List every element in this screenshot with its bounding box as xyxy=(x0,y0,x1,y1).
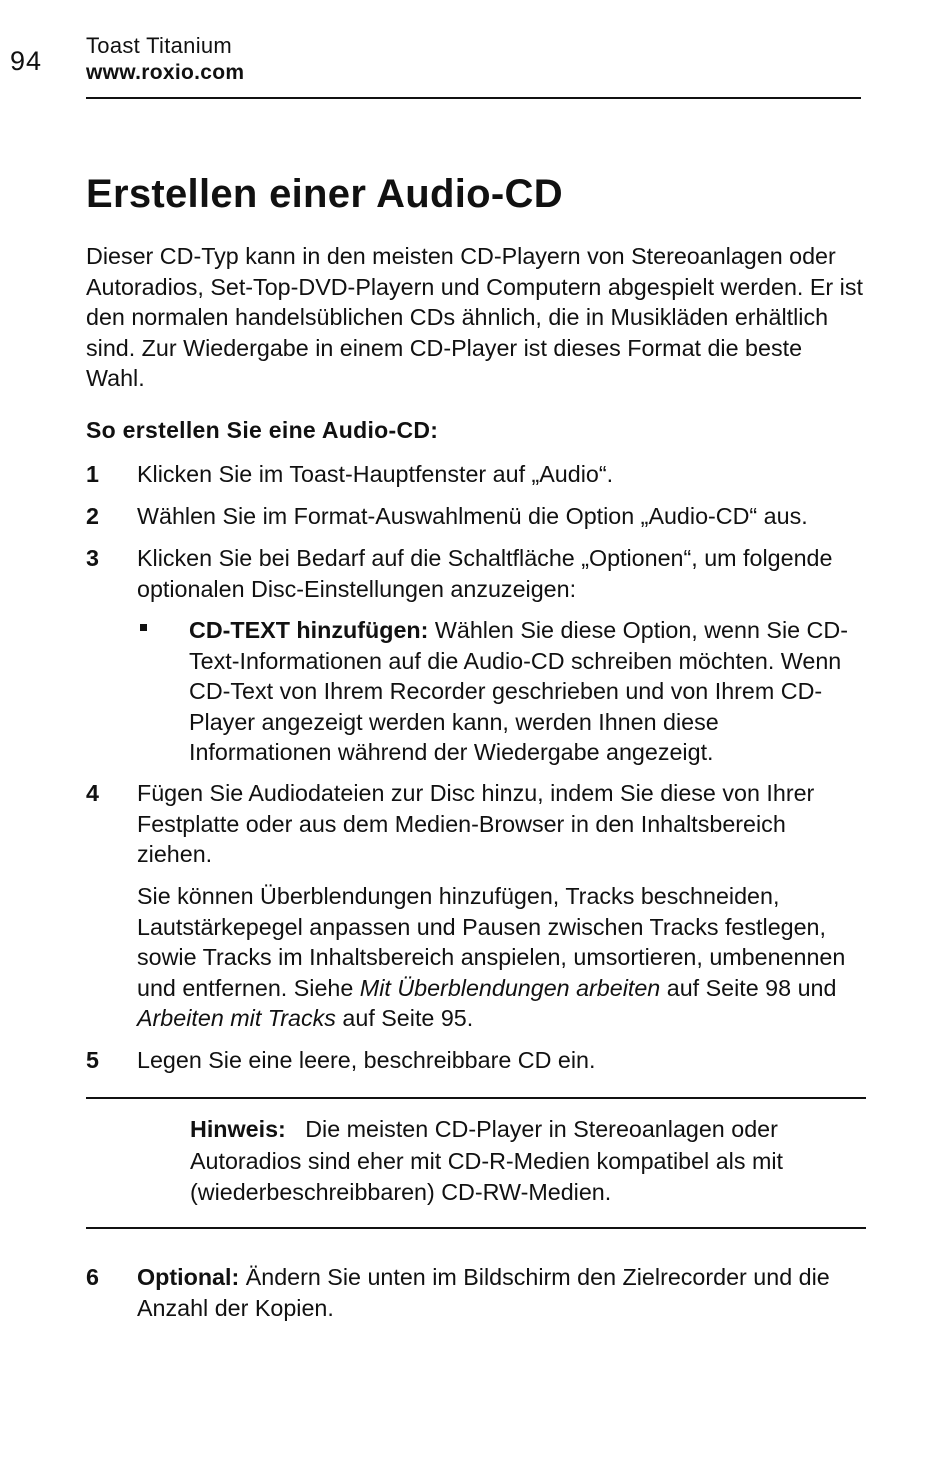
note-box xyxy=(190,1114,866,1209)
intro-paragraph: Dieser CD-Typ kann in den meisten CD-Playern von Stereoanlagen oder Autoradios, Set-Top-DVD-Playern und Computern abgespielt werden. Er ist den normalen handelsüblichen CDs ähnlich, die in Musikläden erhältlich sind. Zur Wiedergabe in einem CD-Player ist dieses Format die beste Wahl. xyxy=(86,243,863,391)
step-text: Fügen Sie Audiodateien zur Disc hinzu, indem Sie diese von Ihrer Festplatte oder aus dem Medien-Browser in den Inhaltsbereich ziehen. xyxy=(137,780,815,867)
step-number: 5 xyxy=(86,1047,99,1073)
step-number: 2 xyxy=(86,503,99,529)
step-text: Klicken Sie bei Bedarf auf die Schaltfläche „Optionen“, um folgende optionalen Disc-Einstellungen anzuzeigen: xyxy=(137,545,833,602)
step-4-extra-text xyxy=(137,881,865,1034)
page-number: 94 xyxy=(10,46,43,76)
note-label: Hinweis: xyxy=(190,1116,286,1142)
header-divider xyxy=(86,97,861,99)
step-number: 6 xyxy=(86,1264,99,1290)
note-bottom-divider xyxy=(86,1227,866,1229)
extra-text-part: auf Seite 98 und xyxy=(660,974,837,1001)
step-body: Ändern Sie unten im Bildschirm den Zielrecorder und die Anzahl der Kopien. xyxy=(137,1264,830,1321)
step-lead: Optional: xyxy=(137,1264,240,1290)
steps-heading: So erstellen Sie eine Audio-CD: xyxy=(86,417,439,443)
bullet-body: Wählen Sie diese Option, wenn Sie CD-Text-Informationen auf die Audio-CD schreiben möchten. Wenn CD-Text von Ihrem Recorder geschrieben und von Ihrem CD-Player angezeigt werden kann, werden Ihnen diese Informationen während der Wiedergabe angezeigt. xyxy=(189,617,848,765)
step-text: Wählen Sie im Format-Auswahlmenü die Option „Audio-CD“ aus. xyxy=(137,503,808,529)
step-text xyxy=(137,1262,865,1323)
step-number: 1 xyxy=(86,461,99,487)
website-url: www.roxio.com xyxy=(86,61,245,84)
book-title: Toast Titanium xyxy=(86,33,233,58)
page-title: Erstellen einer Audio-CD xyxy=(86,172,563,216)
extra-text-part: auf Seite 95. xyxy=(335,1005,474,1031)
step-text: Legen Sie eine leere, beschreibbare CD ein. xyxy=(137,1047,596,1073)
step-text: Klicken Sie im Toast-Hauptfenster auf „Audio“. xyxy=(137,461,614,487)
bullet-text xyxy=(189,615,865,768)
extra-text-part: Sie können Überblendungen hinzufügen, Tracks beschneiden, Lautstärkepegel anpassen und Pausen zwischen Tracks festlegen, sowie Tracks im Inhaltsbereich anspielen, umsortieren, umbenennen und entfernen. Siehe xyxy=(137,883,846,1001)
cross-reference-link: Mit Überblendungen arbeiten xyxy=(359,974,661,1001)
step-number: 3 xyxy=(86,545,99,571)
bullet-lead: CD-TEXT hinzufügen: xyxy=(189,617,429,643)
cross-reference-link: Arbeiten mit Tracks xyxy=(137,1005,336,1031)
bullet-square-icon xyxy=(140,624,147,631)
running-header xyxy=(86,33,861,87)
note-top-divider xyxy=(86,1097,866,1099)
step-number: 4 xyxy=(86,780,99,806)
note-text: Die meisten CD-Player in Stereoanlagen oder Autoradios sind eher mit CD-R-Medien kompatibel als mit (wiederbeschreibbaren) CD-RW-Medien. xyxy=(190,1116,784,1205)
